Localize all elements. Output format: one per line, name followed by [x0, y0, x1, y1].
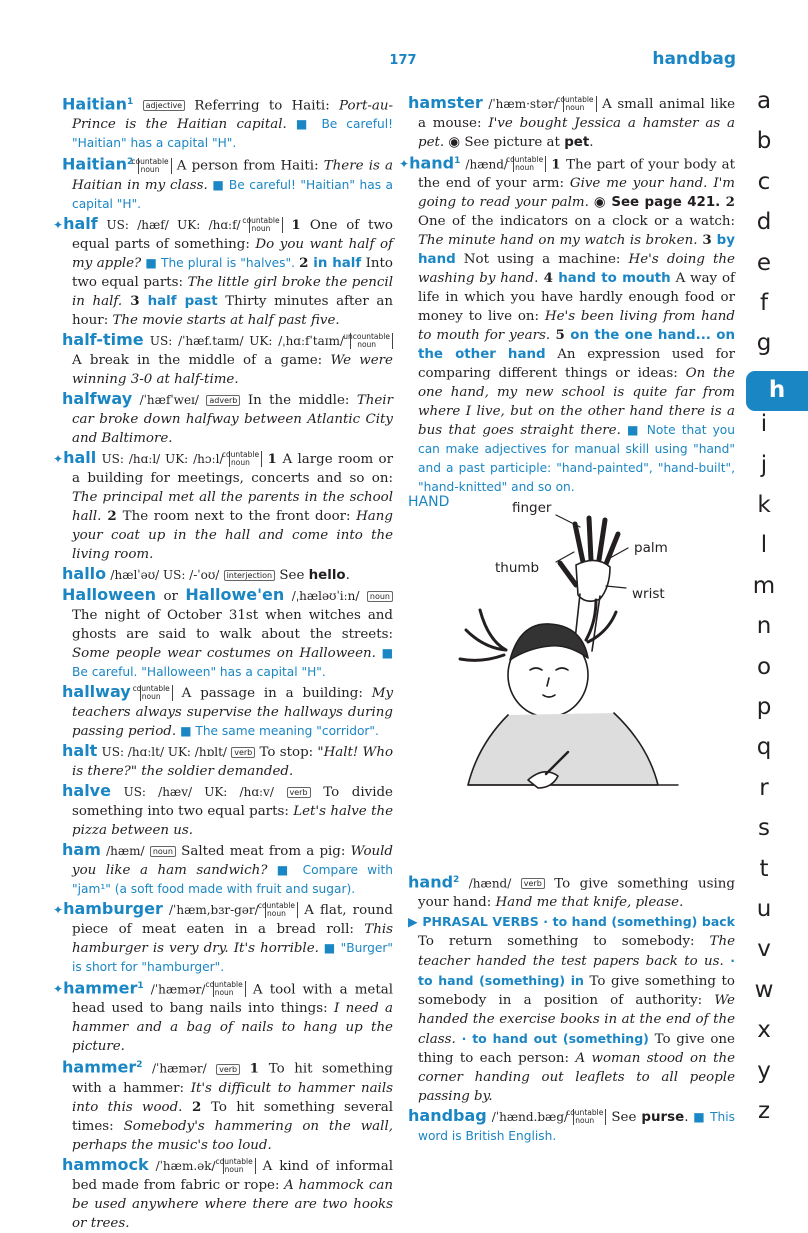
sense-number: 2 [299, 254, 314, 271]
headword: hamburger [63, 898, 163, 918]
dictionary-entry [62, 781, 393, 840]
part-of-speech-label [215, 1156, 256, 1174]
dictionary-entry [62, 741, 393, 781]
definition-text: One of the indicators on a clock or a watch: [418, 214, 735, 230]
definition-text: One of two equal parts of something: [72, 217, 393, 252]
example-sentence: We handed the exercise books in at the end of the class. [418, 993, 735, 1048]
definition-text: To return something to somebody: [418, 934, 710, 950]
alphabet-letter-u[interactable]: u [756, 896, 772, 922]
label-line: noun [140, 164, 160, 174]
sense-number: 2 [101, 507, 123, 524]
label-line: noun [515, 163, 535, 173]
part-of-speech-label: interjection [224, 570, 276, 581]
headword: hammock [62, 1154, 149, 1174]
example-sentence: There is a Haitian in my class. [72, 158, 393, 193]
illustration-title: HAND [408, 494, 450, 510]
headword: hand [408, 872, 454, 892]
phrasal-verb: ▶ PHRASAL VERBS · to hand (something) back [408, 914, 735, 930]
cross-reference: purse [641, 1110, 685, 1126]
dictionary-entry [62, 1155, 393, 1233]
part-of-speech-label: adjective [143, 100, 186, 111]
definition-text: The room next to the front door: [122, 508, 357, 524]
label-line: countable [556, 95, 594, 104]
example-sentence: Give me your hand. I'm going to read your palm. [418, 176, 735, 211]
definition-text: Not using a machine: [455, 252, 629, 268]
alphabet-letter-p[interactable]: p [756, 694, 772, 720]
part-of-speech-label [131, 156, 171, 174]
dictionary-entry [62, 153, 393, 213]
example-sentence: A hammock can be used anywhere where there are two hooks or trees. [72, 1177, 393, 1231]
part-of-speech-label [221, 449, 262, 467]
part-of-speech-label: verb [521, 878, 545, 889]
label-wrist: wrist [632, 586, 665, 602]
alphabet-letter-b[interactable]: b [756, 128, 772, 155]
sense-number: 1 [249, 1060, 269, 1077]
dictionary-entry [408, 912, 735, 1106]
definition-text: A small animal like a mouse: [418, 97, 735, 131]
homograph-number: 1 [137, 980, 144, 991]
alphabet-letter-c[interactable]: c [757, 168, 771, 195]
label-line: noun [214, 988, 234, 998]
definition-text: . [684, 1110, 689, 1126]
part-of-speech-label: verb [216, 1064, 240, 1075]
definition-text: To give something to somebody in a position of authority: [418, 974, 735, 1009]
label-line: noun [267, 908, 286, 918]
alphabet-letter-h[interactable]: h [746, 371, 808, 411]
definition-text: See [279, 567, 309, 583]
example-sentence: We were winning 3-0 at half-time. [72, 352, 393, 387]
example-sentence: My teachers always supervise the hallways during passing period. [72, 685, 394, 739]
headword: halve [62, 780, 111, 800]
example-sentence: Some people wear costumes on Halloween. [72, 645, 376, 661]
alphabet-letter-g[interactable]: g [756, 330, 772, 357]
sub-entry: in half [313, 255, 362, 271]
label-line: countable [257, 900, 296, 910]
pronunciation: /hænd/ [465, 157, 508, 172]
definition-text: A flat, round piece of meat eaten in a bread roll: [72, 902, 393, 937]
example-sentence: Somebody's hammering on the wall, perhaps the music's too loud. [72, 1118, 393, 1153]
definition-text: See [611, 1110, 642, 1126]
part-of-speech-label: verb [231, 747, 255, 758]
alphabet-letter-m[interactable]: m [752, 572, 776, 599]
part-of-speech-label [566, 1108, 606, 1126]
pronunciation: US: /hæv/ UK: /hɑːv/ [123, 784, 274, 799]
headword: hallo [62, 563, 107, 583]
label-finger: finger [512, 500, 552, 516]
column-left [53, 93, 394, 1233]
alphabet-letter-t[interactable]: t [759, 855, 769, 882]
usage-note: ■ Be careful. "Halloween" has a capital "H". [72, 645, 393, 679]
part-of-speech-label: verb [287, 787, 311, 798]
example-sentence: Hand me that knife, please. [495, 895, 684, 911]
example-sentence: Let's halve the pizza between us. [72, 803, 394, 838]
label-line: countable [205, 980, 243, 990]
example-sentence: The movie starts at half past five. [112, 312, 340, 328]
label-line: noun [251, 223, 271, 233]
pronunciation: US: /hɑːlt/ UK: /hɒlt/ [101, 744, 227, 759]
dictionary-entry [62, 330, 393, 389]
definition-text: To give something using your hand: [418, 876, 735, 911]
alphabet-letter-z[interactable]: z [757, 1098, 771, 1124]
cross-reference: See page 421. [611, 195, 721, 211]
headword: hamster [408, 93, 483, 112]
girl-raising-hand-drawing [408, 490, 735, 860]
example-sentence: A woman stood on the corner handing out leaflets to all people passing by. [418, 1051, 736, 1105]
alphabet-letter-j[interactable]: j [760, 451, 768, 478]
part-of-speech-label [506, 155, 546, 173]
headword: Haitian [62, 154, 127, 174]
dictionary-entry [408, 1106, 735, 1146]
dictionary-entry: Halloween or Hallowe'en /ˌhæləʊˈiːn/ noun The night of October 31st when witches and ghosts are said to walk about the streets: Some people wear costumes on Halloween. ■ Be careful. "Halloween" has a capital "H". [62, 584, 393, 679]
headword-variant: Hallowe'en [185, 584, 285, 604]
definition-text: To give one thing to each person: [418, 1032, 735, 1067]
example-sentence: He's been living from hand to mouth for years. [418, 309, 735, 344]
dictionary-entry [62, 840, 393, 899]
part-of-speech-label: adverb [206, 395, 240, 406]
example-sentence: The minute hand on my watch is broken. [418, 233, 698, 249]
example-sentence: I need a hammer and a bag of nails to hang up the picture. [72, 1001, 393, 1055]
headword: Halloween [62, 584, 157, 604]
definition-text: A break in the middle of a game: [72, 352, 331, 368]
pronunciation: /hælˈəʊ/ US: /-ˈoʊ/ [110, 567, 220, 582]
dictionary-entry [62, 1056, 393, 1154]
usage-note: ■ This word is British English. [418, 1110, 735, 1144]
example-sentence: Do you want half of my apple? [72, 236, 393, 271]
homograph-number: 1 [454, 156, 461, 166]
headword: hall [63, 447, 97, 467]
alphabet-letter-f[interactable]: f [759, 290, 769, 316]
dictionary-entry [53, 447, 394, 564]
frequency-star-icon: ✦ [53, 451, 64, 466]
label-thumb: thumb [495, 560, 540, 576]
example-sentence: This hamburger is very dry. It's horrible. [72, 921, 393, 956]
definition-text: ◉ [588, 195, 612, 211]
definition-text: ◉ See picture at [444, 135, 565, 150]
usage-note: ■ The plural is "halves". [141, 255, 300, 270]
label-line: countable [215, 1156, 253, 1166]
headword: half-time [62, 329, 144, 349]
definition-text: To stop: [259, 744, 318, 760]
example-sentence: Their car broke down halfway between Atlantic City and Baltimore. [72, 392, 393, 446]
frequency-star-icon: ✦ [53, 982, 64, 997]
label-line: noun [141, 691, 161, 701]
label-line: countable [566, 1108, 604, 1118]
alphabet-letter-s[interactable]: s [758, 815, 770, 842]
headword: handbag [408, 1106, 487, 1126]
sense-number: 1 [267, 450, 283, 467]
label-line: noun [231, 457, 250, 467]
sense-number: 2 [182, 1098, 212, 1115]
dictionary-entry [62, 389, 393, 448]
example-sentence: Would you like a ham sandwich? [72, 843, 394, 878]
definition-text: To hit something several times: [72, 1099, 393, 1134]
headword: hammer [62, 1057, 137, 1077]
dictionary-entry [53, 977, 393, 1056]
alphabet-letter-d[interactable]: d [756, 209, 772, 236]
frequency-star-icon: ✦ [399, 157, 410, 172]
pronunciation: /ˈhæm.ək/ [155, 1158, 216, 1173]
label-line: uncountable [343, 331, 390, 341]
alphabet-letter-o[interactable]: o [756, 653, 772, 680]
example-sentence: The little girl broke the pencil in half. [72, 274, 393, 309]
example-sentence: I've bought Jessica a hamster as a pet. [418, 116, 735, 150]
pronunciation: /ˈhæfˈweɪ/ [139, 392, 199, 407]
alphabet-letter-i[interactable]: i [760, 411, 768, 438]
definition-text: A passage in a building: [181, 685, 372, 701]
usage-note: ■ Note that you can make adjectives for manual skill using "hand" and a past participle: "hand-painted", "hand-built", "hand-knitted" and so on. [418, 423, 735, 495]
pronunciation: /ˌhæləʊˈiːn/ [291, 588, 360, 603]
example-sentence: Hang your coat up in the hall and come into the living room. [72, 508, 393, 562]
headword: hand [409, 153, 455, 173]
dictionary-entry [62, 564, 393, 585]
pronunciation: US: /hɑːl/ UK: /hɔːl/ [101, 451, 224, 466]
part-of-speech-label: noun [150, 846, 176, 857]
page-number: 177 [389, 53, 417, 68]
column-right-bottom [408, 871, 735, 1146]
sense-number: 2 [720, 194, 736, 211]
sense-number: 5 [550, 327, 571, 344]
sense-number: 4 [538, 270, 559, 287]
definition-text: Salted meat from a pig: [181, 843, 351, 859]
headword: ham [62, 839, 101, 859]
part-of-speech-label [242, 215, 282, 233]
definition-text: A kind of informal bed made from fabric or rope: [72, 1158, 394, 1193]
alphabet-letter-a[interactable]: a [756, 88, 772, 114]
column-right-top [399, 93, 736, 497]
definition-text: A person from Haiti: [176, 158, 324, 174]
label-line: noun [565, 103, 585, 112]
pronunciation: /ˈhæm·stər/ [488, 97, 558, 111]
dictionary-entry [62, 682, 393, 741]
alphabet-letter-k[interactable]: k [757, 492, 771, 518]
part-of-speech-label [343, 331, 393, 349]
dictionary-entry [408, 871, 735, 912]
pronunciation: /ˈhæm,bɜr-gər/ [169, 902, 259, 917]
headword: halfway [62, 388, 133, 408]
definition-text: A tool with a metal head used to bang nails into things: [72, 982, 393, 1017]
label-palm: palm [634, 540, 668, 556]
guide-word: handbag [652, 49, 736, 69]
alphabet-letter-w[interactable]: w [754, 976, 774, 1003]
definition-text: Thirty minutes after an hour: [72, 293, 393, 328]
usage-note: ■ Compare with "jam¹" (a soft food made with fruit and sugar). [72, 862, 393, 896]
headword: halt [62, 740, 98, 760]
sub-entry: on the one hand... on the other hand [418, 328, 735, 363]
example-sentence: "Halt! Who is there?" the soldier demanded. [72, 744, 394, 779]
dictionary-entry [62, 93, 393, 153]
dictionary-entry [53, 898, 393, 977]
sub-entry: by hand [418, 233, 735, 268]
label-line: noun [575, 1116, 595, 1126]
pronunciation: US: /ˈhæf.taɪm/ UK: /ˌhɑːfˈtaɪm/ [149, 333, 344, 348]
alphabet-letter-y[interactable]: y [757, 1057, 771, 1084]
alphabet-letter-e[interactable]: e [756, 249, 772, 276]
usage-note: ■ Be careful! "Haitian" has a capital "H". [72, 117, 393, 151]
definition-text: The part of your body at the end of your arm: [418, 157, 735, 192]
phrasal-verb: · to hand out (something) [455, 1031, 649, 1047]
alphabet-letter-n[interactable]: n [756, 613, 772, 640]
label-line: noun [224, 1164, 244, 1174]
example-sentence: The teacher handed the test papers back to us. [418, 934, 735, 970]
alphabet-letter-q[interactable]: q [756, 734, 772, 761]
example-sentence: He's doing the washing by hand. [418, 252, 735, 287]
part-of-speech-label [205, 980, 246, 998]
pronunciation: /ˈhæmər/ [152, 1061, 207, 1076]
part-of-speech-label [132, 683, 173, 701]
label-line: countable [131, 156, 169, 166]
pronunciation: /hænd/ [468, 876, 512, 891]
headword: hallway [62, 681, 131, 701]
definition-text: An expression used for comparing different things or ideas: [418, 347, 735, 382]
sense-number: 1 [551, 156, 567, 173]
dictionary-entry [408, 93, 735, 152]
phrasal-verb: · to hand (something) in [418, 953, 735, 989]
example-sentence: The principal met all the parents in the school hall. [72, 489, 393, 524]
homograph-number: 2 [136, 1060, 143, 1071]
frequency-star-icon: ✦ [53, 217, 64, 232]
definition-text: A large room or a building for meetings, concerts and so on: [72, 451, 394, 486]
definition-text: . [345, 567, 350, 583]
pronunciation: /hæm/ [106, 843, 145, 858]
pronunciation: US: /hæf/ UK: /hɑːf/ [106, 217, 241, 232]
sense-number: 3 [697, 232, 717, 249]
headword: hammer [63, 978, 138, 998]
homograph-number: 2 [127, 157, 134, 168]
homograph-number: 2 [453, 875, 460, 885]
pronunciation: /ˈhænd.bæg/ [491, 1110, 569, 1125]
alphabet-letter-l[interactable]: l [760, 532, 768, 559]
definition-text: The night of October 31st when witches and ghosts are said to walk about the streets: [72, 607, 393, 642]
label-line: countable [221, 449, 260, 459]
label-line: countable [132, 683, 170, 693]
example-sentence: Port-au-Prince is the Haitian capital. [72, 98, 393, 133]
label-line: countable [242, 215, 280, 225]
cross-reference: hello [308, 567, 346, 583]
headword: half [63, 213, 98, 233]
part-of-speech-label: noun [367, 591, 393, 602]
homograph-number: 1 [127, 97, 134, 107]
definition-text: To hit something with a hammer: [72, 1061, 393, 1096]
dictionary-entry [399, 152, 736, 497]
headword: Haitian [62, 94, 127, 114]
sub-entry: half past [147, 293, 218, 309]
definition-text: To divide something into two equal parts: [72, 784, 393, 819]
sub-entry: hand to mouth [558, 271, 671, 287]
label-line: countable [506, 155, 544, 165]
alphabet-letter-v[interactable]: v [757, 936, 771, 963]
hand-illustration [408, 490, 735, 860]
usage-note: ■ "Burger" is short for "hamburger". [72, 940, 393, 974]
cross-reference: pet [564, 135, 590, 150]
sense-number: 1 [291, 216, 310, 233]
example-sentence: It's difficult to hammer nails into this wood. [72, 1080, 393, 1115]
pronunciation: /ˈhæmər/ [150, 982, 206, 997]
definition-text: Referring to Haiti: [194, 98, 340, 114]
usage-note: ■ The same meaning "corridor". [176, 723, 379, 738]
definition-text: In the middle: [247, 392, 357, 408]
label-line: noun [357, 339, 377, 349]
definition-text: . [589, 135, 594, 150]
alphabet-letter-x[interactable]: x [757, 1017, 771, 1044]
definition-text: A way of life in which you have hardly enough food or money to live on: [418, 271, 736, 325]
usage-note: ■ Be careful! "Haitian" has a capital "H". [72, 177, 394, 211]
frequency-star-icon: ✦ [53, 902, 64, 917]
example-sentence: On the one hand, my new school is quite far from where I live, but on the other hand there is a bus that goes straight there. [418, 366, 735, 439]
alphabet-letter-r[interactable]: r [759, 774, 769, 801]
dictionary-entry [53, 213, 393, 330]
part-of-speech-label [257, 900, 298, 918]
sense-number: 3 [122, 292, 148, 309]
definition-text: Into two equal parts: [72, 255, 393, 290]
part-of-speech-label [556, 95, 596, 112]
